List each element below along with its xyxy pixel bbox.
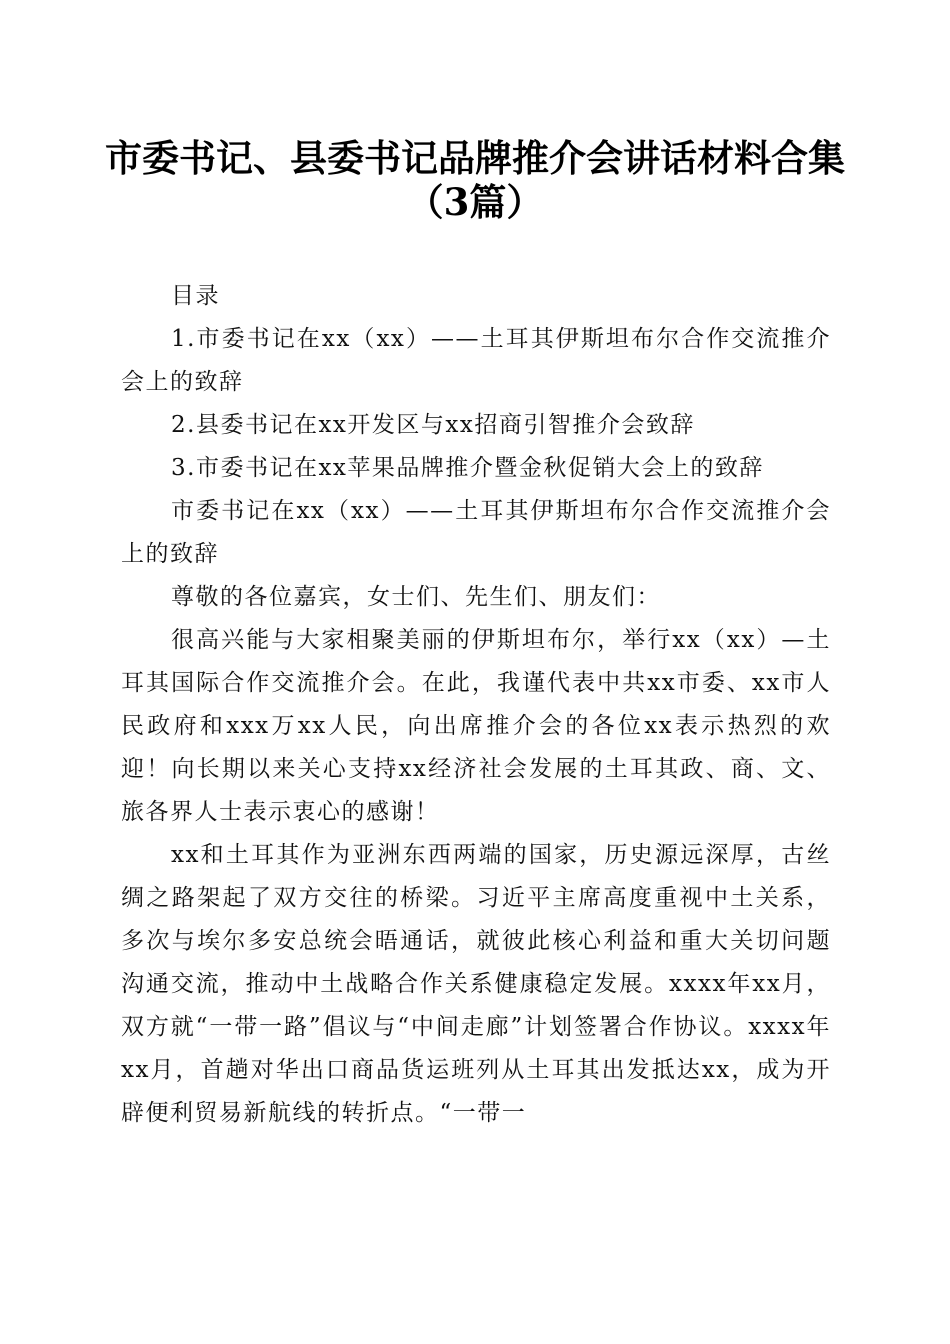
- document-body: [121, 275, 831, 1135]
- document-title-subtitle: （3篇）: [406, 180, 544, 224]
- document-title: 市委书记、县委书记品牌推介会讲话材料合集: [105, 136, 845, 180]
- toc-item: 3.市委书记在xx苹果品牌推介暨金秋促销大会上的致辞: [171, 455, 764, 481]
- body-paragraph: xx和土耳其作为亚洲东西两端的国家，历史源远深厚，古丝绸之路架起了双方交往的桥梁。习近平主席高度重视中土关系，多次与埃尔多安总统会晤通话，就彼此核心利益和重大关切问题沟通交流，推动中土战略合作关系健康稳定发展。xxxx年xx月，双方就“一带一路”倡议与“中间走廊”计划签署合作协议。xxxx年xx月，首趟对华出口商品货运班列从土耳其出发抵达xx，成为开辟便利贸易新航线的转折点。“一带一: [121, 842, 831, 1126]
- salutation: 尊敬的各位嘉宾，女士们、先生们、朋友们：: [171, 584, 661, 610]
- toc-heading: 目录: [171, 283, 220, 309]
- toc-item: 1.市委书记在xx（xx）——土耳其伊斯坦布尔合作交流推介会上的致辞: [121, 326, 831, 395]
- section-heading: 市委书记在xx（xx）——土耳其伊斯坦布尔合作交流推介会上的致辞: [121, 498, 831, 567]
- body-paragraph: 很高兴能与大家相聚美丽的伊斯坦布尔，举行xx（xx）—土耳其国际合作交流推介会。在此，我谨代表中共xx市委、xx市人民政府和xxx万xx人民，向出席推介会的各位xx表示热烈的欢迎！向长期以来关心支持xx经济社会发展的土耳其政、商、文、旅各界人士表示衷心的感谢！: [121, 627, 831, 825]
- toc-item: 2.县委书记在xx开发区与xx招商引智推介会致辞: [171, 412, 695, 438]
